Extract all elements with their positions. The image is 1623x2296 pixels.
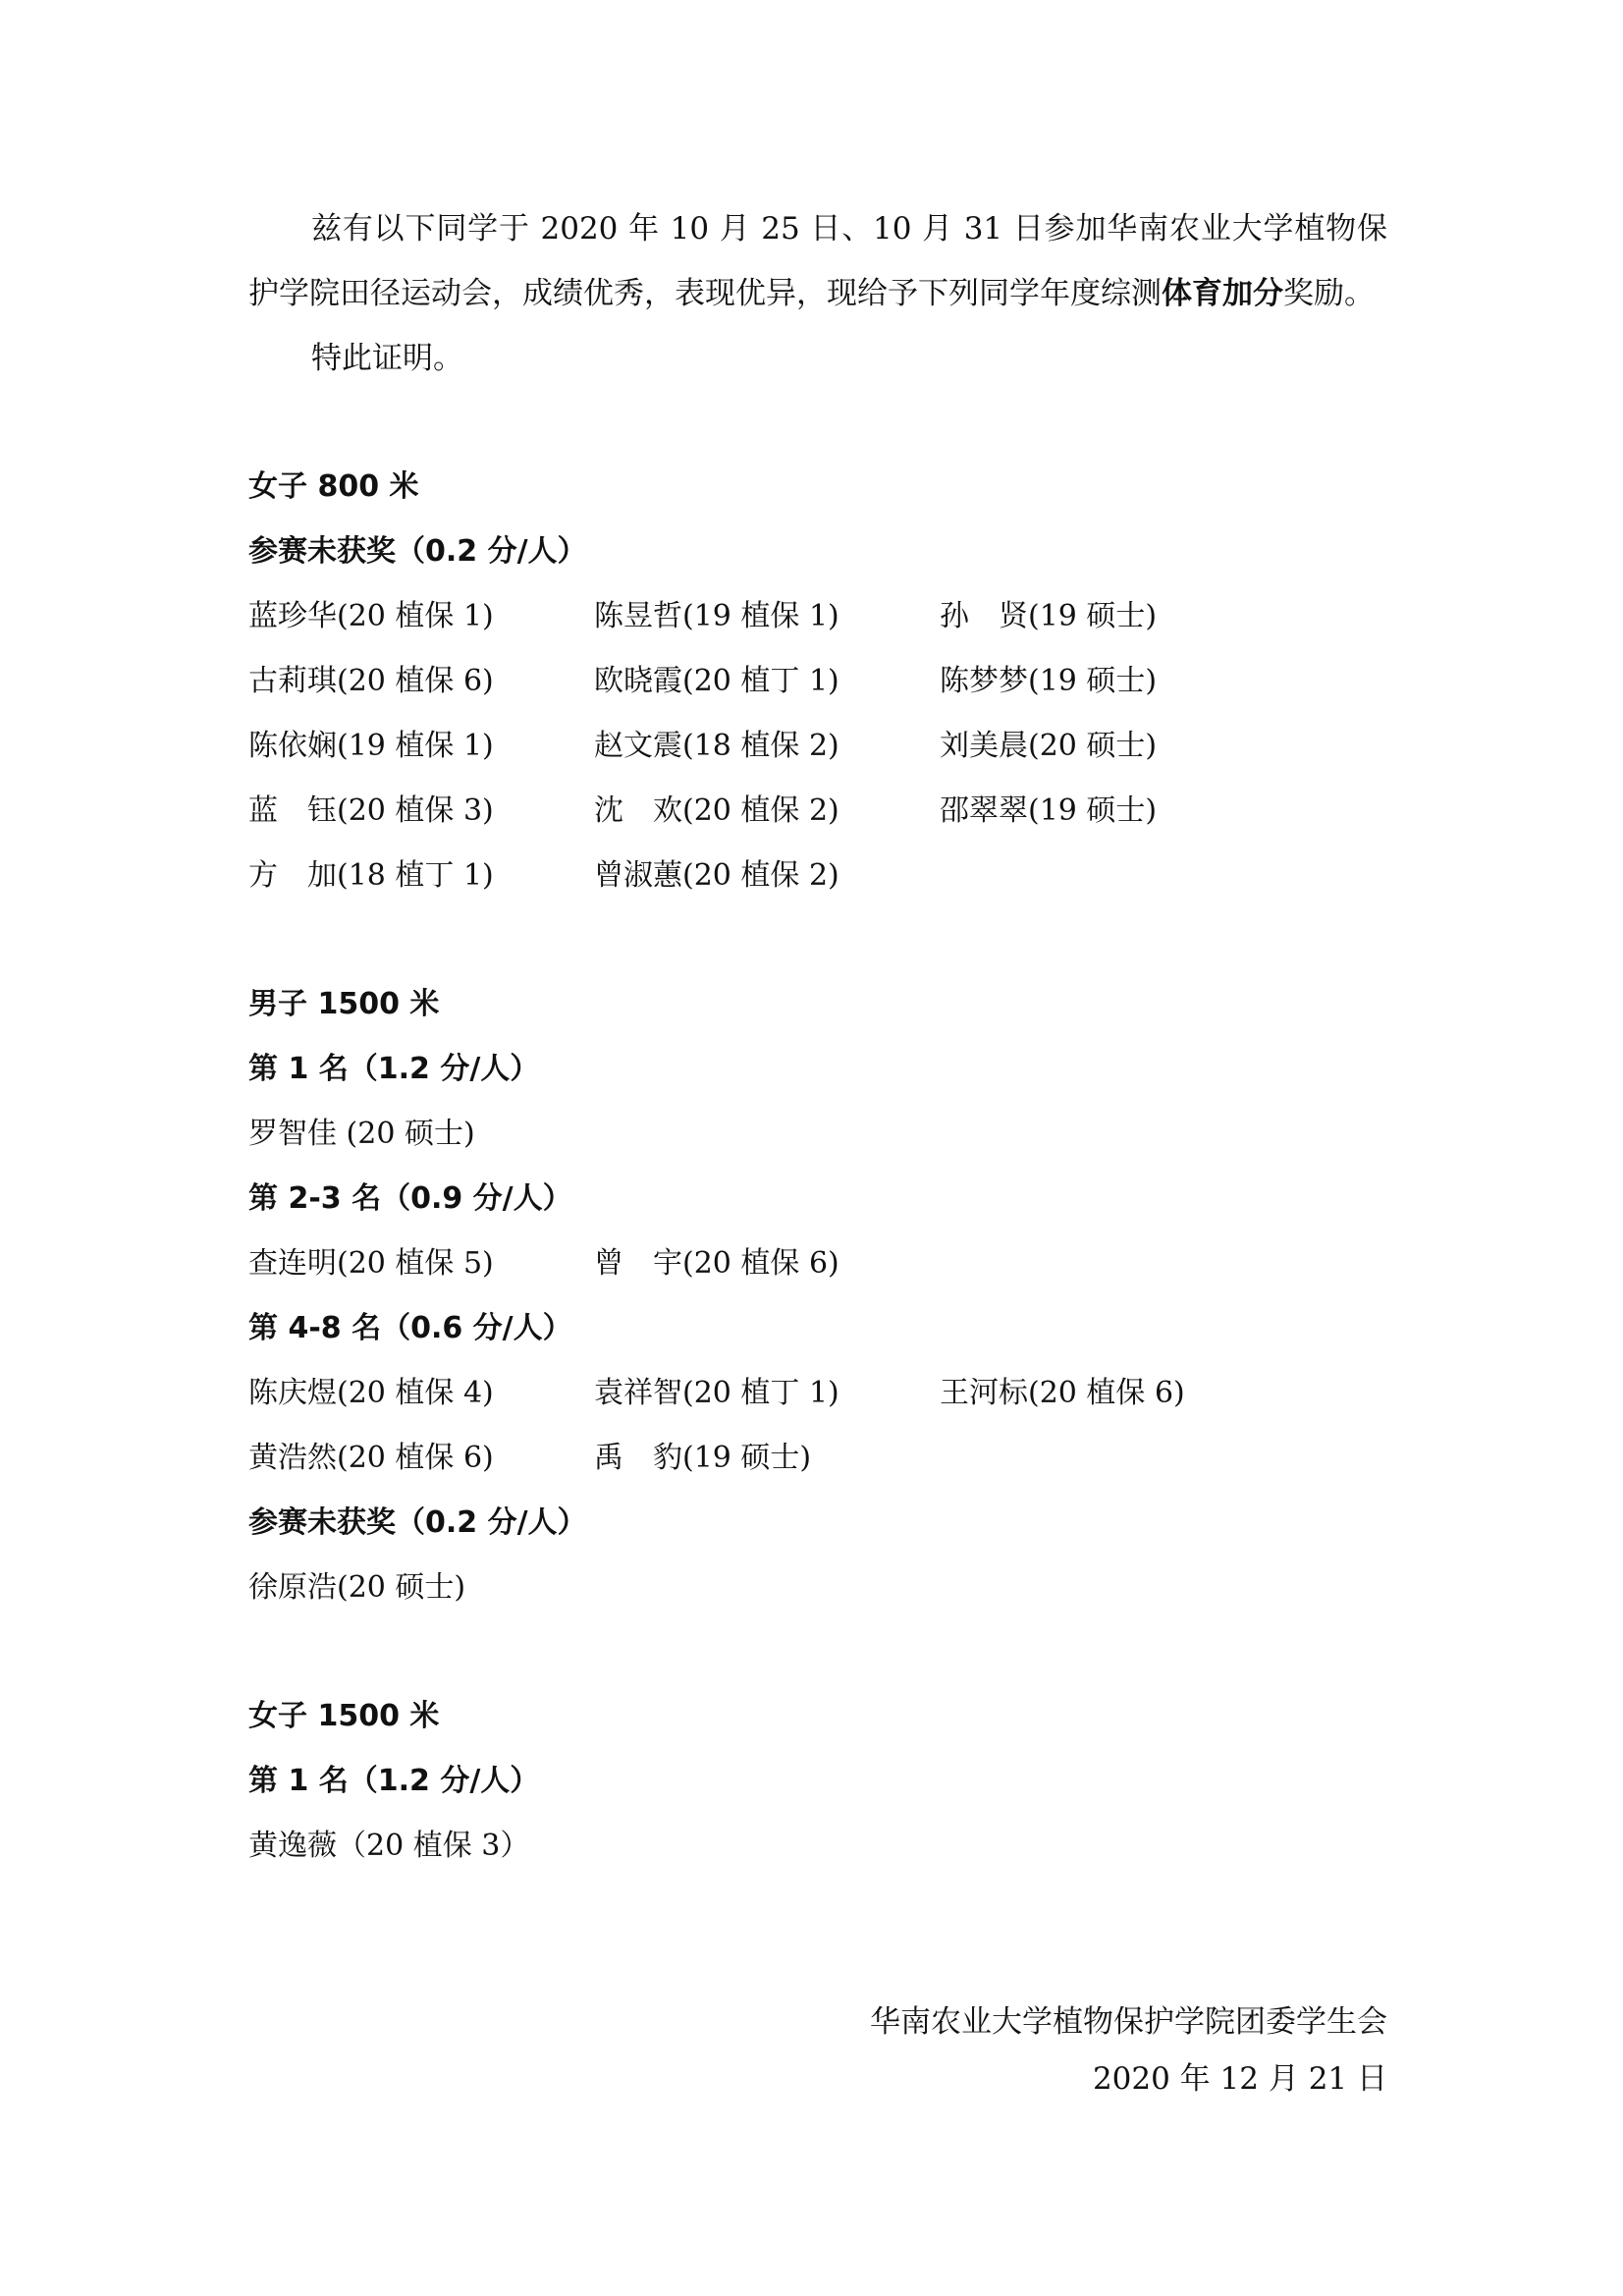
student-entry: 沈 欢(20 植保 2): [594, 793, 839, 828]
student-entry: 古莉琪(20 植保 6): [248, 664, 494, 698]
event-title: 女子 1500 米: [248, 1699, 440, 1733]
student-row: [248, 779, 1387, 844]
student-row: [248, 1426, 1387, 1491]
student-entry: [940, 1426, 1285, 1491]
student-entry: 陈依娴(19 植保 1): [248, 729, 494, 763]
student-entry: 陈庆煜(20 植保 4): [248, 1376, 494, 1410]
student-row: [248, 1102, 1387, 1167]
event-section: [248, 455, 1387, 908]
student-entry: [594, 1102, 940, 1167]
student-entry: 邵翠翠(19 硕士): [940, 793, 1158, 828]
intro-text: 兹有以下同学于 2020 年 10 月 25 日、10 月 31 日参加华南农业大学植物保护学院田径运动会，成绩优秀，表现优异，现给予下列同学年度综测: [248, 211, 1387, 311]
student-entry: [940, 1231, 1285, 1296]
rank-heading: 第 4-8 名（0.6 分/人）: [248, 1311, 572, 1345]
student-entry: 曾淑蕙(20 植保 2): [594, 858, 839, 893]
intro-paragraph: [248, 196, 1387, 326]
issue-date: 2020 年 12 月 21 日: [1092, 2061, 1387, 2097]
student-entry: 禹 豹(19 硕士): [594, 1441, 812, 1475]
student-entry: 查连明(20 植保 5): [248, 1246, 494, 1281]
section-spacer: [248, 391, 1387, 455]
student-entry: 蓝珍华(20 植保 1): [248, 599, 494, 633]
student-row: [248, 584, 1387, 649]
intro-closing: 特此证明。: [311, 341, 463, 376]
student-entry: 陈昱哲(19 植保 1): [594, 599, 839, 633]
student-entry: [594, 1556, 940, 1620]
student-row: [248, 1361, 1387, 1426]
student-entry: 罗智佳 (20 硕士): [248, 1117, 475, 1151]
intro-highlight: 体育加分: [1162, 276, 1283, 311]
student-entry: 徐原浩(20 硕士): [248, 1570, 466, 1605]
student-entry: [594, 1814, 940, 1879]
rank-heading: 第 2-3 名（0.9 分/人）: [248, 1181, 572, 1216]
rank-heading: 参赛未获奖（0.2 分/人）: [248, 1505, 587, 1540]
event-title: 男子 1500 米: [248, 987, 440, 1021]
student-row: [248, 1556, 1387, 1620]
student-entry: 黄逸薇（20 植保 3）: [248, 1829, 530, 1863]
issuer-org: 华南农业大学植物保护学院团委学生会: [870, 2004, 1387, 2040]
intro-block: [248, 196, 1387, 391]
student-row: [248, 714, 1387, 779]
student-entry: 赵文震(18 植保 2): [594, 729, 839, 763]
intro-text-end: 奖励。: [1283, 276, 1375, 311]
student-entry: 曾 宇(20 植保 6): [594, 1246, 839, 1281]
student-entry: 袁祥智(20 植丁 1): [594, 1376, 839, 1410]
event-section: [248, 972, 1387, 1620]
signature-block: [870, 1994, 1387, 2107]
student-row: [248, 1814, 1387, 1879]
student-entry: [940, 1102, 1285, 1167]
student-row: [248, 1231, 1387, 1296]
section-spacer: [248, 1620, 1387, 1684]
student-entry: [940, 1814, 1285, 1879]
student-row: [248, 649, 1387, 714]
student-entry: 方 加(18 植丁 1): [248, 858, 494, 893]
student-row: [248, 844, 1387, 908]
rank-heading: 第 1 名（1.2 分/人）: [248, 1052, 540, 1086]
student-entry: [940, 844, 1285, 908]
student-entry: 蓝 钰(20 植保 3): [248, 793, 494, 828]
award-sections: [248, 391, 1387, 1879]
student-entry: 孙 贤(19 硕士): [940, 599, 1158, 633]
student-entry: 陈梦梦(19 硕士): [940, 664, 1158, 698]
student-entry: 黄浩然(20 植保 6): [248, 1441, 494, 1475]
event-title: 女子 800 米: [248, 469, 419, 504]
student-entry: 欧晓霞(20 植丁 1): [594, 664, 839, 698]
event-section: [248, 1684, 1387, 1879]
certificate-page: [248, 196, 1387, 1879]
section-spacer: [248, 908, 1387, 972]
student-entry: 王河标(20 植保 6): [940, 1376, 1185, 1410]
student-entry: 刘美晨(20 硕士): [940, 729, 1158, 763]
rank-heading: 参赛未获奖（0.2 分/人）: [248, 534, 587, 569]
student-entry: [940, 1556, 1285, 1620]
rank-heading: 第 1 名（1.2 分/人）: [248, 1764, 540, 1798]
